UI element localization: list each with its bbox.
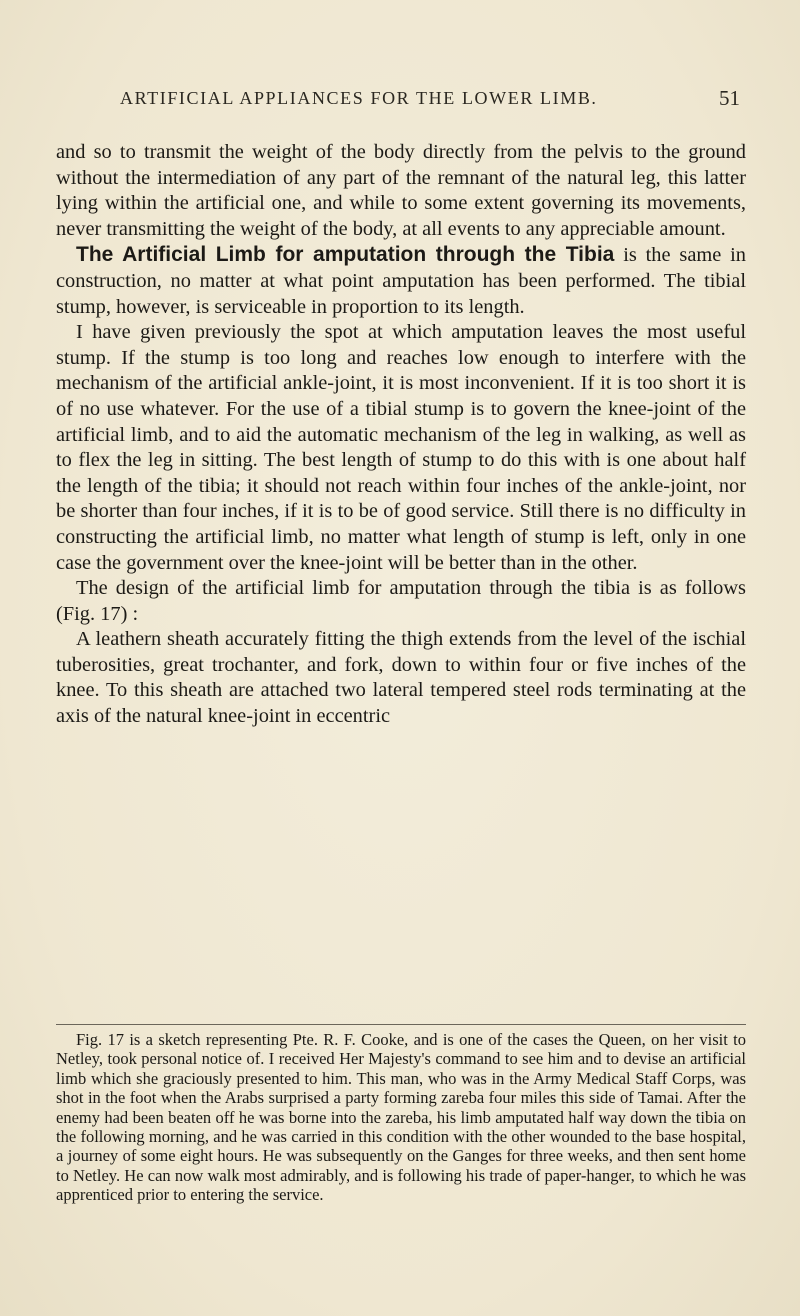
section-heading: The Artificial Limb for amputation through the Tibia	[76, 243, 615, 267]
section-paragraph-text: is the same in construction, no matter at what point amputation has been performed. The tibial stump, however, is serviceable in proportion to its length.	[56, 244, 746, 318]
running-head: ARTIFICIAL APPLIANCES FOR THE LOWER LIMB.	[120, 88, 598, 108]
paragraph-stump-length: I have given previously the spot at which amputation leaves the most useful stump. If the stump is too long and reaches low enough to interfere with the mechanism of the artificial ankle-joint, it is most inconvenient. If it is too short it is of no use whatever. For the use of a tibial stump is to govern the knee-joint of the artificial limb, and to aid the automatic mechanism of the leg in walking, as well as to flex the leg in sitting. The best length of stump to do this with is one about half the length of the tibia; it should not reach within four inches of the ankle-joint, nor be shorter than four inches, if it is to be of good service. Still there is no difficulty in constructing the artificial limb, no matter what length of stump is left, only in one case the government over the knee-joint will be better than in the other.	[56, 321, 746, 574]
body-text	[56, 140, 746, 730]
page-header	[120, 88, 740, 114]
page-number: 51	[719, 86, 740, 110]
paragraph-design: The design of the artificial limb for amputation through the tibia is as follows (Fig. 17) :	[56, 577, 746, 625]
footnote: Fig. 17 is a sketch representing Pte. R. F. Cooke, and is one of the cases the Queen, on her visit to Netley, took personal notice of. I received Her Majesty's command to see him and to devise an artificial limb which she graciously presented to him. This man, who was in the Army Medical Staff Corps, was shot in the foot when the Arabs surprised a party forming zareba four miles this side of Tamai. After the enemy had been beaten off he was borne into the zareba, his limb amputated half way down the tibia on the following morning, and he was carried in this condition with the other wounded to the base hospital, a journey of some eight hours. He was subsequently on the Ganges for three weeks, and then sent home to Netley. He can now walk most admirably, and is following his trade of paper-hanger, to which he was apprenticed prior to entering the service.	[56, 1030, 746, 1205]
footnote-divider	[56, 1024, 746, 1025]
paragraph-continued: and so to transmit the weight of the body directly from the pelvis to the ground without the intermediation of any part of the remnant of the natural leg, this latter lying within the artificial one, and while to some extent governing its movements, never transmitting the weight of the body, at all events to any appreciable amount.	[56, 141, 746, 240]
section-paragraph	[56, 242, 746, 320]
paragraph-sheath: A leathern sheath accurately fitting the thigh extends from the level of the ischial tuberosities, great trochanter, and fork, down to within four or five inches of the knee. To this sheath are attached two lateral tempered steel rods terminating at the axis of the natural knee-joint in eccentric	[56, 628, 746, 728]
